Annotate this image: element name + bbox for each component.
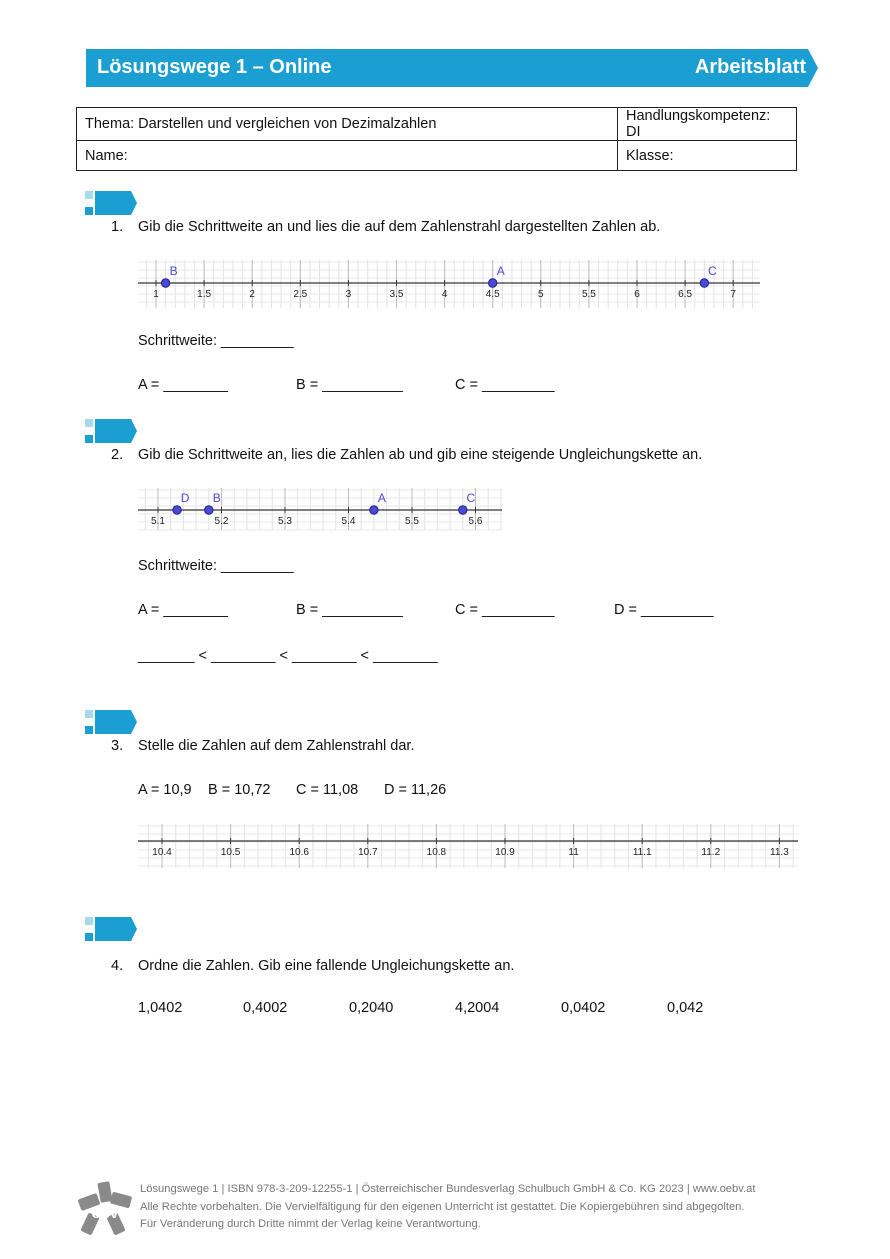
footer-line-2: Alle Rechte vorbehalten. Die Vervielfältigung für den eigenen Unterricht ist gestattet. Die Kopiergebühren sind abgegolten. xyxy=(140,1200,745,1213)
point-label-a: A xyxy=(377,491,386,505)
point-label-c: C xyxy=(708,264,717,278)
tick-label: 3 xyxy=(345,289,352,300)
task2-answer-c: C = _________ xyxy=(455,602,555,618)
name-field[interactable]: Name: xyxy=(77,141,618,171)
task4-number-6: 0,042 xyxy=(667,1000,704,1016)
footer-line-1: Lösungswege 1 | ISBN 978-3-209-12255-1 | Österreichischer Bundesverlag Schulbuch GmbH & Co. KG 2023 | www.oebv.at xyxy=(140,1183,756,1195)
class-field[interactable]: Klasse: xyxy=(618,141,797,171)
footer xyxy=(140,1181,755,1234)
task4-number: 4. xyxy=(111,958,124,974)
tick-label: 5.5 xyxy=(581,289,596,300)
task2-chain: _______ < ________ < ________ < ________ xyxy=(138,648,438,664)
task1-answer-a: A = ________ xyxy=(138,377,228,393)
task4-text: Ordne die Zahlen. Gib eine fallende Ungleichungskette an. xyxy=(138,958,515,974)
task1-text: Gib die Schrittweite an und lies die auf dem Zahlenstrahl dargestellten Zahlen ab. xyxy=(138,219,661,235)
point-label-a: A xyxy=(496,264,505,278)
task1-answer-b: B = __________ xyxy=(296,377,403,393)
point-c xyxy=(700,279,708,287)
task4-number-2: 0,4002 xyxy=(243,1000,288,1016)
tick-label: 10.6 xyxy=(289,847,309,858)
tick-label: 10.8 xyxy=(426,847,447,858)
task3-text: Stelle die Zahlen auf dem Zahlenstrahl dar. xyxy=(138,738,415,754)
tick-label: 10.7 xyxy=(358,847,378,858)
logo-text: öbv xyxy=(91,1205,119,1222)
task2-answer-b: B = __________ xyxy=(296,602,403,618)
info-table xyxy=(76,107,797,171)
point-b xyxy=(161,279,169,287)
header-doc-type: Arbeitsblatt xyxy=(694,56,806,78)
tick-label: 5.3 xyxy=(278,516,292,527)
task2-number: 2. xyxy=(111,447,124,463)
task-marker-4 xyxy=(85,917,137,941)
number-line-2 xyxy=(138,486,502,532)
number-line-3 xyxy=(138,822,798,870)
task3-number: 3. xyxy=(111,738,124,754)
task1-number: 1. xyxy=(111,219,124,235)
tick-label: 10.5 xyxy=(220,847,241,858)
tick-label: 11.3 xyxy=(770,847,789,858)
point-label-d: D xyxy=(180,491,190,505)
tick-label: 5.2 xyxy=(214,516,229,527)
tick-label: 1 xyxy=(153,289,159,300)
tick-label: 6.5 xyxy=(678,289,693,300)
competence-cell: Handlungskompetenz: DI xyxy=(618,108,797,141)
tick-label: 5.4 xyxy=(341,516,356,527)
task4-number-4: 4,2004 xyxy=(455,1000,500,1016)
task-marker-2 xyxy=(85,419,137,443)
point-a xyxy=(489,279,497,287)
tick-label: 4 xyxy=(441,289,448,300)
number-line-1 xyxy=(138,258,760,310)
tick-label: 11.2 xyxy=(701,847,721,858)
task3-value-b: B = 10,72 xyxy=(208,782,271,798)
task-marker-3 xyxy=(85,710,137,734)
tick-label: 2.5 xyxy=(293,289,308,300)
tick-label: 11 xyxy=(568,847,579,858)
tick-label: 3.5 xyxy=(389,289,404,300)
tick-label: 11.1 xyxy=(632,847,652,858)
task1-answer-c: C = _________ xyxy=(455,377,555,393)
task4-number-1: 1,0402 xyxy=(138,1000,183,1016)
topic-cell: Thema: Darstellen und vergleichen von Dezimalzahlen xyxy=(77,108,618,141)
tick-label: 5 xyxy=(538,289,544,300)
task2-text: Gib die Schrittweite an, lies die Zahlen ab und gib eine steigende Ungleichungskette an. xyxy=(138,447,703,463)
tick-label: 5.6 xyxy=(468,516,483,527)
task2-answer-d: D = _________ xyxy=(614,602,714,618)
tick-label: 10.4 xyxy=(152,847,172,858)
task-marker-1 xyxy=(85,191,137,215)
task3-value-c: C = 11,08 xyxy=(296,782,359,798)
tick-label: 2 xyxy=(249,289,255,300)
task4-number-3: 0,2040 xyxy=(349,1000,394,1016)
footer-line-3: Für Veränderung durch Dritte nimmt der Verlag keine Verantwortung. xyxy=(140,1218,481,1230)
tick-label: 7 xyxy=(730,289,736,300)
point-c xyxy=(459,506,467,514)
point-label-b: B xyxy=(212,491,221,505)
task2-answer-a: A = ________ xyxy=(138,602,228,618)
header-title: Lösungswege 1 – Online xyxy=(97,56,332,78)
task2-step: Schrittweite: _________ xyxy=(138,558,294,574)
task3-value-d: D = 11,26 xyxy=(384,782,447,798)
point-b xyxy=(205,506,213,514)
publisher-logo xyxy=(78,1180,132,1236)
task1-step: Schrittweite: _________ xyxy=(138,333,294,349)
point-label-b: B xyxy=(169,264,178,278)
point-label-c: C xyxy=(466,491,476,505)
point-a xyxy=(370,506,378,514)
task3-value-a: A = 10,9 xyxy=(138,782,192,798)
tick-label: 6 xyxy=(634,289,640,300)
point-d xyxy=(173,506,181,514)
tick-label: 5.1 xyxy=(151,516,165,527)
tick-label: 5.5 xyxy=(405,516,419,527)
task4-number-5: 0,0402 xyxy=(561,1000,606,1016)
tick-label: 4.5 xyxy=(485,289,500,300)
tick-label: 10.9 xyxy=(495,847,515,858)
tick-label: 1.5 xyxy=(197,289,212,300)
